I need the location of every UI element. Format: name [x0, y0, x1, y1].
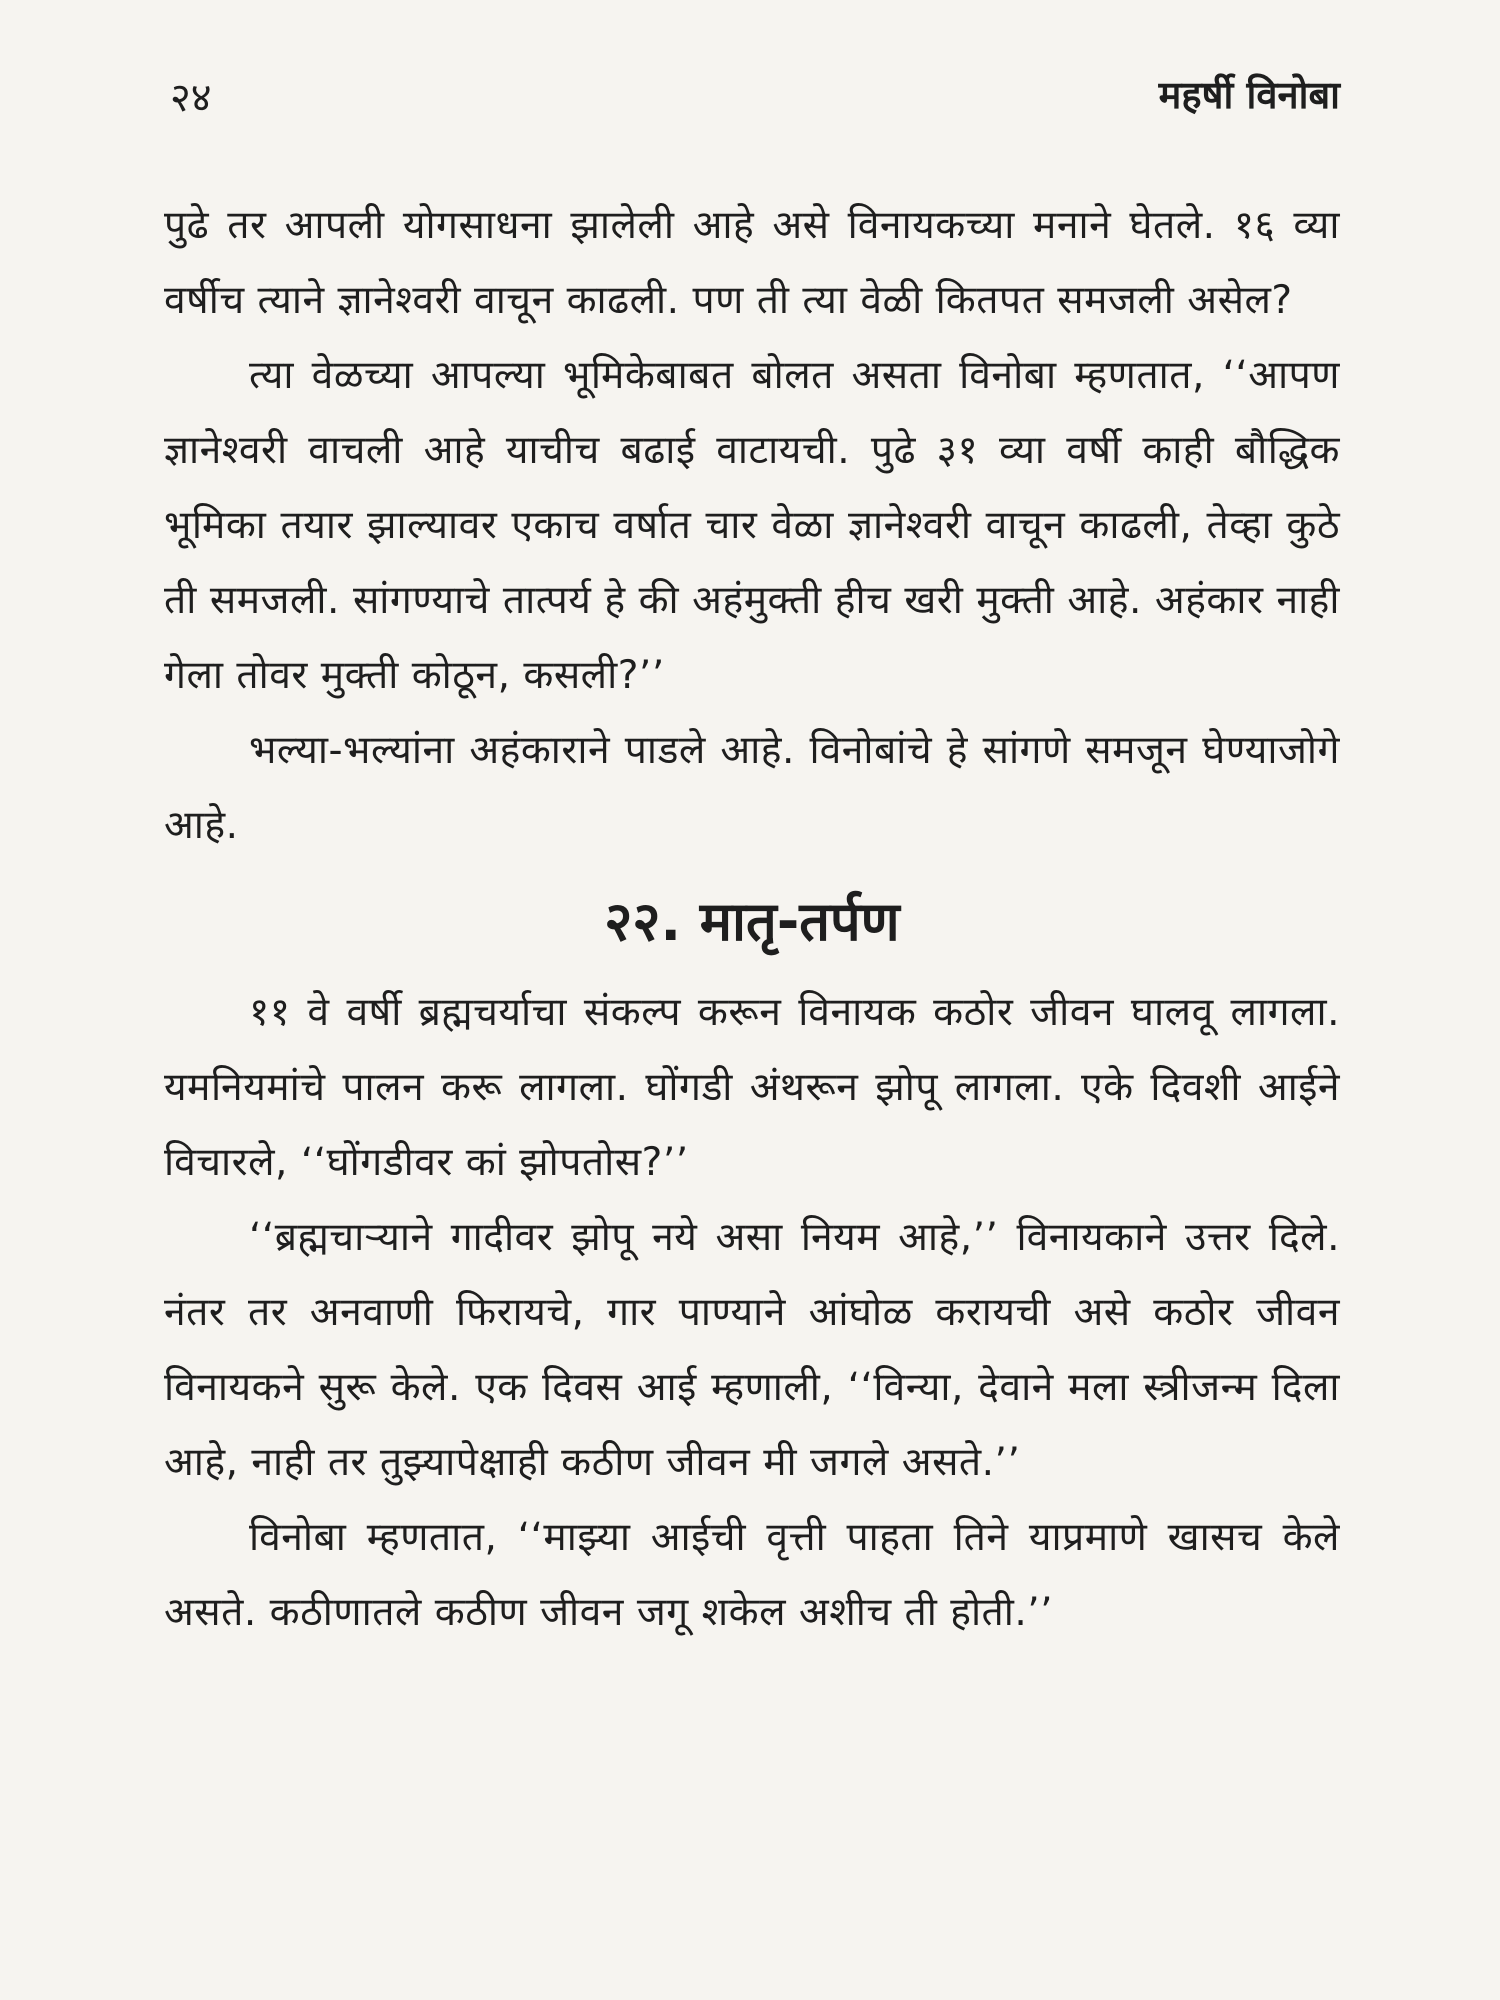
running-title: महर्षी विनोबा — [1158, 73, 1340, 117]
paragraph: भल्या-भल्यांना अहंकाराने पाडले आहे. विनोबांचे हे सांगणे समजून घेण्याजोगे आहे. — [164, 728, 1340, 848]
paragraph: विनोबा म्हणतात, ‘‘माझ्या आईची वृत्ती पाहता तिने याप्रमाणे खासच केले असते. कठीणातले कठीण जीवन जगू शकेल अशीच ती होती.’’ — [164, 1515, 1340, 1635]
page-header — [170, 68, 1340, 128]
section-heading: २२. मातृ-तर्पण — [604, 890, 900, 953]
paragraph: पुढे तर आपली योगसाधना झालेली आहे असे विनायकच्या मनाने घेतले. १६ व्या वर्षीच त्याने ज्ञानेश्वरी वाचून काढली. पण ती त्या वेळी कितपत समजली असेल? — [164, 203, 1340, 323]
page-number: २४ — [170, 75, 212, 121]
paragraph: त्या वेळच्या आपल्या भूमिकेबाबत बोलत असता विनोबा म्हणतात, ‘‘आपण ज्ञानेश्वरी वाचली आहे याचीच बढाई वाटायची. पुढे ३१ व्या वर्षी काही बौद्धिक भूमिका तयार झाल्यावर एकाच वर्षात चार वेळा ज्ञानेश्वरी वाचून काढली, तेव्हा कुठे ती समजली. सांगण्याचे तात्पर्य हे की अहंमुक्ती हीच खरी मुक्ती आहे. अहंकार नाही गेला तोवर मुक्ती कोठून, कसली?’’ — [164, 353, 1340, 698]
paragraph: ११ वे वर्षी ब्रह्मचर्याचा संकल्प करून विनायक कठोर जीवन घालवू लागला. यमनियमांचे पालन करू लागला. घोंगडी अंथरून झोपू लागला. एके दिवशी आईने विचारले, ‘‘घोंगडीवर कां झोपतोस?’’ — [164, 990, 1340, 1185]
paragraph: ‘‘ब्रह्मचाऱ्याने गादीवर झोपू नये असा नियम आहे,’’ विनायकाने उत्तर दिले. नंतर तर अनवाणी फिरायचे, गार पाण्याने आंघोळ करायची असे कठोर जीवन विनायकने सुरू केले. एक दिवस आई म्हणाली, ‘‘विन्या, देवाने मला स्त्रीजन्म दिला आहे, नाही तर तुझ्यापेक्षाही कठीण जीवन मी जगले असते.’’ — [164, 1215, 1340, 1485]
body-text — [164, 188, 1340, 1650]
